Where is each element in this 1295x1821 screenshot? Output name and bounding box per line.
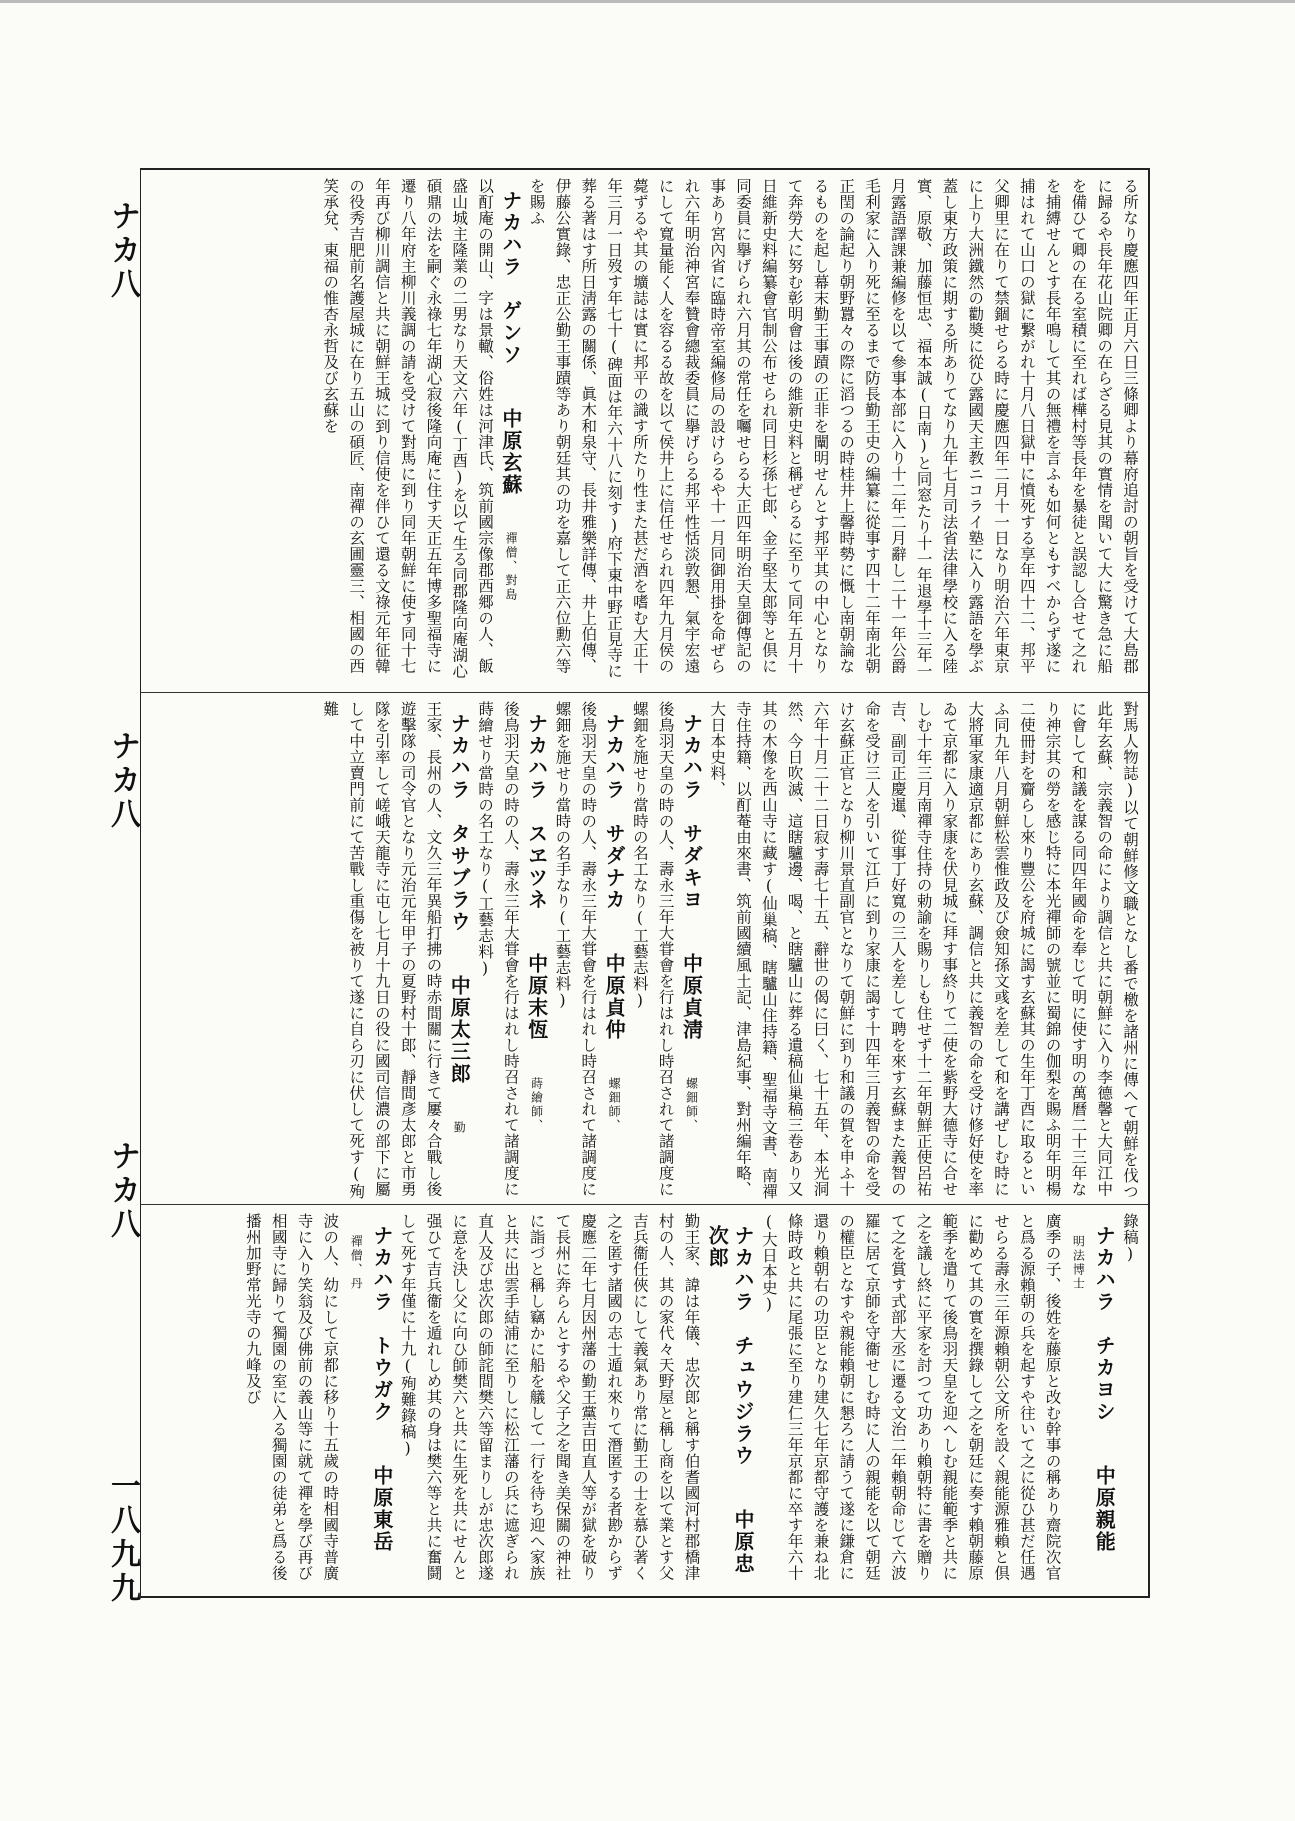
entry-note: 明法博士 (1071, 1234, 1086, 1291)
running-head-top: ナカ八 (105, 200, 140, 302)
entry-reading: ナカハラ チカヨシ (1092, 1225, 1117, 1423)
entry-reading: ナカハラ チュウジラウ (731, 1225, 756, 1467)
entry-heading (678, 713, 704, 1200)
entry-note: 螺鈿師、 (607, 1076, 622, 1133)
entry-heading (497, 190, 523, 688)
entry-reading: ナカハラ トウガク (369, 1225, 394, 1423)
entry-reading: ナカハラ サダキヨ (679, 713, 704, 911)
entry-body: 後鳥羽天皇の時の人、壽永三年大甞會を行はれし時召されて諸調度に螺鈿を施せり當時の名工なり(工藝志料) (630, 701, 675, 1197)
tier-bottom (141, 1204, 1148, 1598)
entry-kanji: 中原太三郎 (447, 975, 472, 1085)
entry-reading: ナカハラ ゲンソ (498, 190, 523, 366)
entry-note: 螺鈿師、 (684, 1076, 699, 1133)
entry-body: 王家、長州の人、文久三年異船打拂の時赤間關に行きて屢々合戰し後遊擊隊の司令官となり元治元年甲子の夏野村十郎、靜間彥太郎と市勇隊を引率して嵯峨天龍寺に屯し七月十九日の役に國司信濃の部下に屬して中立賣門前にて苦戰し重傷を被りて遂に自ら刃に伏して死す(殉難 (321, 701, 443, 1200)
entry-body: 以酊庵の開山、字は景轍、俗姓は河津氏、筑前國宗像郡西郷の人、飯盛山城主隆業の二男なり天文六年(丁酉)を以て生る同郡隆向庵湖心碩鼎の法を嗣ぐ永祿七年湖心寂後隆向庵に住す天正五年博多聖福寺に遷り八年府主柳川義調の請を受けて對馬に到り同年朝鮮に使す同十七年再び柳川調信と共に朝鮮王城に到り信使を伴ひて還る文祿元年征韓の役秀吉肥前名護屋城に在り五山の碩匠、南禪の玄圃靈三、相國の西笑承兌、東福の惟杏永哲及び玄蘇を (321, 178, 495, 679)
entry-heading (445, 713, 471, 1200)
entry-body: 後鳥羽天皇の時の人、壽永三年大甞會を行はれし時召されて諸調度に螺鈿を施せり當時の名手なり(工藝志料) (553, 701, 598, 1197)
entry-note: 禪僧、對島 (503, 531, 518, 602)
entry-kanji: 中原貞仲 (602, 953, 627, 1041)
entry-kanji: 中原貞淸 (679, 953, 704, 1041)
entry-heading (703, 1225, 755, 1594)
entry-body: 廣季の子、後姓を藤原と改む幹事の稱あり齋院次官と爲る源賴朝の兵を起すや往いて之に從ひ甚だ任遇せらる壽永三年源賴朝公文所を設く親能源雅賴と倶に勸めて其の實を撰錄して之を朝廷に奏す賴朝藤原範季を遣りて後鳥羽天皇を迎へしむ親能範季と共に之を議し終に平家を討つて功あり賴朝特に書を贈りて之を賞す式部大丞に遷る文治二年賴朝命じて六波羅に居て京師を守衞せしむ時に人の親能を以て朝廷の權臣となすや親能賴朝に懇ろに請うて遂に鎌倉に還り賴朝右の功臣となり建久七年京都守護を兼ね北條時政と共に尾張に至り建仁三年京都に卒す年六十(大日本史) (759, 1213, 1062, 1581)
entry-note: 勤 (452, 1120, 467, 1135)
continuation-text: 對馬人物誌)以て朝鮮修文職となし番で檄を諸州に傳へて朝鮮を伐つ此年玄蘇、宗義智の命により調信と共に朝鮮に入り李德馨と大同江中に會して和議を謀る同四年國命を奉じて明に使す明の萬曆二十三年なり神宗其の勞を感じ特に本光禪師の號並に蜀錦の伽梨を賜ふ明年明楊二使冊封を齎らし來り豐公を府城に謁す玄蘇其の生年丁酉に取るといふ同九年八月朝鮮松雲惟政及び僉知孫文彧を差して和を講ぜしむ時に大將軍家康適京都にあり玄蘇、調信と共に義智の命を受け修好使を率ゐて京都に入り家康を伏見城に拜す事終りて二使を紫野大德寺に合せしむ十年三月南禪寺住持の勅諭を賜りしも住せず十二年朝鮮正使呂祐吉、副司正慶暹、從事丁好寬の三人を差して聘を來す玄蘇また義智の命を受け三人を引いて江戶に到り家康に謁す十四年三月義智の命を受け玄蘇正官となり柳川景直副官となりて朝鮮に到り和議の賀を申ふ十六年十月二十二日寂す壽七十五、辭世の偈に曰く、七十五年、本光洞然、今日吹滅、這瞎驢邊、喝、と瞎驢山に葬る遺稿仙巢稿三卷あり又其の木像を西山寺に藏す(仙巢稿、瞎驢山住持籍、聖福寺文書、南禪寺住持籍、以酊菴由來書、筑前國續風土記、津島紀事、對州編年略、大日本史料、 (708, 701, 1139, 1200)
entry-body: 後鳥羽天皇の時の人、壽永三年大甞會を行はれし時召されて諸調度に蒔繪せり當時の名工なり(工藝志料) (476, 701, 520, 1197)
entry-reading: ナカハラ タサブラウ (447, 713, 472, 933)
entry-heading (523, 713, 549, 1200)
scan-top-edge (0, 0, 1295, 3)
continuation-text: る所なり慶應四年正月六日三條卿より幕府追討の朝旨を受けて大島郡に歸るや長年花山院卿の在らざる見其の實情を聞いて大に驚き急に船を備ひて卿の在る室積に至れば樺村等長年を暴徒と誤認し合せて之れを捕縛せんとす長年鳴して其の無禮を言ふも如何ともすべからず遂に捕はれて山口の獄に繋がれ十月八日獄中に憤死する享年四十二、邦平父卿里に在りて禁錮せらる時に慶應四年二月十一日なり明治六年東京に上り大洲鐵然の勸奬に從ひ露國天主教ニコライ塾に入り露語を學ぶ蓋し東方政策に期する所ありてなり九年七月司法省法律學校に入る陸實、原敬、加藤恒忠、福本誠(日南)と同窓たり十一年退學十三年一月露語譯課兼編修を以て參事本部に入り十二年二月辭し二十一年公爵毛利家に入り死に至るまで防長勤王史の編纂に從事す四十二年南北朝正閏の論起り朝野囂々の際に滔つるの時桂井上馨時勢に慨し南朝論なるものを起し幕末勤王事蹟の正非を闡明せんとす邦平其の中心となりて奔勞大に努む彰明會は後の維新史料と稱ぜらるに至りて同年五月十日維新史料編纂會官制公布せられ同日杉孫七郎、金子堅太郎等と倶に同委員に擧げられ六月其の常任を囑せらる大正四年明治天皇御傳記の事あり宮內省に臨時帝室編修局の設けらるや十一月同御用掛を命ぜられ六年明治神宮奉贊會總裁委員に擧げらる邦平性恬淡敦懇、氣宇宏遠にして寬量能く人を容るる故を以て侯井上に信任せられ四年九月侯の薨ずるや其の壙誌は實に邦平の識す所たり性また甚だ酒を嗜む大正十年三月一日歿す年七十(碑面は年六十八に刻す)府下東中野正見寺に葬る著はす所日淸露の關係、眞木和泉守、長井雅樂詳傳、井上伯傳、伊藤公實錄、忠正公勤王事蹟等あり朝廷其の功を嘉して正六位勳六等を賜ふ (527, 178, 1139, 679)
entry-reading: ナカハラ サダナカ (602, 713, 627, 911)
entry-heading (600, 713, 626, 1200)
entry-body: 波の人、幼にして京都に移り十五歲の時相國寺普廣寺に入り笑翁及び佛前の義山等に就て禪を學び再び相國寺に歸りて獨園の室に入る獨園の徒弟と爲る後播州加野常光寺の九峰及び (243, 1213, 340, 1581)
page-number: 一八九九 (105, 1470, 140, 1606)
tier-middle (141, 692, 1148, 1204)
entry-kanji: 中原東岳 (369, 1465, 394, 1553)
continuation-text: 錄稿) (1121, 1213, 1139, 1264)
entry-note: 禪僧、丹 (349, 1234, 364, 1291)
entry-note: 蒔繪師、 (529, 1076, 544, 1133)
entry-kanji: 中原末恆 (524, 953, 549, 1041)
entry-body: 勤王家、諱は年儀、忠次郎と稱す伯耆國河村郡橋津村の人、其の家代々天野屋と稱し商を以て業とす父吉兵衞任俠にして義氣あり常に勤王の士を慕ひ著く之を匿す諸國の志士遁れ來りて潛匿する者尠からず慶應二年七月因州藩の勤王黨吉田直人等が獄を破りて長州に奔らんとするや父子之を聞き美保關の神社に詣づと稱し竊かに船を艤して一行を待ち迎へ家族と共に出雲手結浦に至りしに松江藩の兵に遮ぎられ直人及び忠次郎の師詫間樊六等留まりしが忠次郎遂に意を決し父に向ひ師樊六と共に生死を共にせんと强ひて吉兵衞を遁れしめ其の身は樊六等と共に奮鬪して死す年僅に十九(殉難錄稿) (398, 1213, 701, 1581)
entry-kanji: 中原忠次郎 (705, 1225, 756, 1575)
entry-heading (1065, 1225, 1117, 1594)
tier-top (141, 170, 1148, 692)
running-head-middle: ナカ八 (105, 730, 140, 832)
entry-kanji: 中原親能 (1092, 1465, 1117, 1553)
entry-reading: ナカハラ スヱツネ (524, 713, 549, 911)
entry-kanji: 中原玄蘇 (498, 408, 523, 496)
entry-heading (342, 1225, 394, 1594)
page-frame (140, 168, 1150, 1598)
running-head-bottom: ナカ八 (105, 1140, 140, 1242)
